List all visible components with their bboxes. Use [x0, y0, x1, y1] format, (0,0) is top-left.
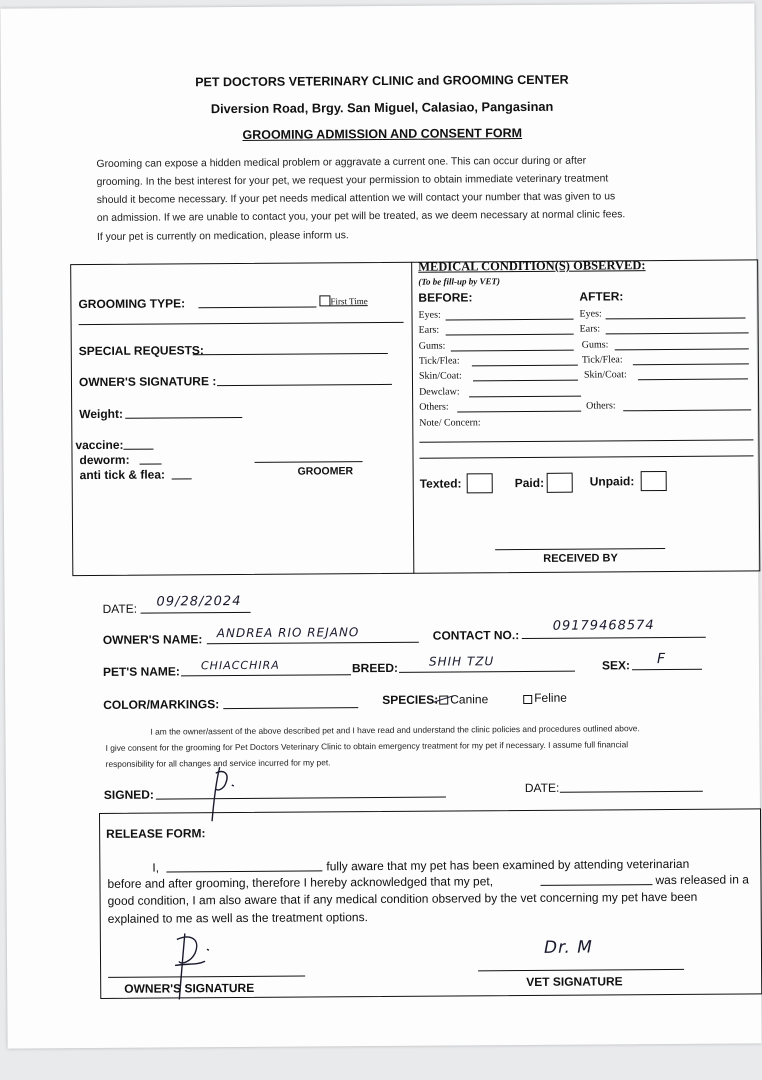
date-value[interactable]: 09/28/2024	[156, 593, 242, 610]
release-title: RELEASE FORM:	[106, 826, 206, 841]
deworm-line[interactable]	[140, 464, 162, 465]
first-time-checkbox[interactable]	[319, 295, 330, 306]
clinic-address: Diversion Road, Brgy. San Miguel, Calasiao, Pangasinan	[210, 98, 554, 117]
breed-label: BREED:	[351, 660, 399, 676]
date-label: DATE:	[102, 601, 138, 616]
medical-subtitle: (To be fill-up by VET)	[418, 276, 501, 287]
clinic-name: PET DOCTORS VETERINARY CLINIC and GROOMING CENTER	[195, 72, 569, 90]
anti-tick-line[interactable]	[172, 478, 192, 479]
consent-line-2: I give consent for the grooming for Pet Doctors Veterinary Clinic to obtain emergency treatment for my pet if necessary. I assume full financial	[105, 739, 629, 753]
form-title-text: GROOMING ADMISSION AND CONSENT FORM	[242, 126, 523, 142]
after-ears-label: Ears:	[579, 323, 601, 335]
intro-line-3: should it become necessary. If your pet needs medical attention we will contact your number that was given to us	[96, 191, 616, 206]
grooming-type-label: GROOMING TYPE:	[78, 296, 186, 312]
pet-name-line[interactable]	[181, 674, 351, 676]
color-label: COLOR/MARKINGS:	[103, 697, 220, 712]
owner-name-value[interactable]: ANDREA RIO REJANO	[216, 625, 360, 641]
after-tick-label: Tick/Flea:	[581, 354, 623, 366]
signed-label: SIGNED:	[103, 787, 154, 802]
contact-line[interactable]	[522, 637, 706, 639]
release-line-4: explained to me as well as the treatment options.	[107, 910, 368, 926]
release-line-2b: was released in a	[655, 872, 749, 888]
unpaid-checkbox[interactable]	[641, 471, 667, 491]
species-label: SPECIES:	[382, 692, 439, 707]
after-label: AFTER:	[579, 289, 624, 304]
before-ears-label: Ears:	[418, 324, 440, 336]
form-page	[0, 3, 761, 1048]
feline-checkbox[interactable]	[523, 695, 532, 704]
owner-sig-label: OWNER'S SIGNATURE	[124, 980, 255, 996]
intro-line-1: Grooming can expose a hidden medical problem or aggravate a current one. This can occur during or after	[96, 155, 587, 170]
breed-value[interactable]: SHIH TZU	[428, 654, 495, 669]
special-requests-label: SPECIAL REQUESTS:	[78, 343, 204, 359]
groomer-label: GROOMER	[297, 465, 354, 478]
paid-text: Paid	[514, 475, 541, 491]
consent-line-1: I am the owner/assent of the above described pet and I have read and understand the clinic policies and procedures outlined above.	[150, 723, 640, 737]
before-tick-label: Tick/Flea:	[418, 355, 460, 367]
sex-value[interactable]: F	[656, 651, 667, 668]
release-line-1b: fully aware that my pet has been examined by attending veterinarian	[326, 856, 690, 874]
consent-date-line[interactable]	[560, 791, 703, 793]
before-label: BEFORE:	[418, 290, 473, 305]
weight-label: Weight:	[79, 406, 124, 422]
breed-line[interactable]	[399, 671, 575, 673]
intro-line-4: on admission. If we are unable to contact you, your pet will be treated, as we deem necessary at normal clinic fees.	[96, 209, 626, 224]
deworm-label: deworm:	[79, 452, 130, 468]
paid-checkbox[interactable]	[547, 473, 573, 493]
anti-tick-label: anti tick & flea:	[79, 467, 166, 483]
date-line[interactable]	[141, 612, 251, 614]
vet-sig-label: VET SIGNATURE	[526, 974, 623, 989]
texted-text: Texted	[419, 476, 458, 491]
vet-signature-value: Dr. M	[543, 937, 594, 958]
after-gums-label: Gums:	[581, 339, 609, 351]
before-others-label: Others:	[419, 401, 449, 413]
consent-date-label: DATE:	[524, 780, 560, 796]
before-eyes-label: Eyes:	[418, 309, 441, 321]
after-eyes-label: Eyes:	[579, 308, 602, 320]
contact-label: CONTACT NO.:	[432, 628, 520, 643]
medical-title: MEDICAL CONDITION(S) OBSERVED:	[418, 258, 646, 274]
pet-name-value[interactable]: CHIACCHIRA	[200, 658, 280, 673]
release-line-2a: before and after grooming, therefore I hereby acknowledged that my pet,	[107, 874, 494, 891]
intro-line-5: If your pet is currently on medication, please inform us.	[96, 230, 349, 243]
pet-name-label: PET'S NAME:	[102, 664, 180, 679]
sex-label: SEX:	[601, 658, 631, 673]
form-title	[1, 124, 762, 143]
feline-label: Feline	[534, 690, 567, 705]
before-gums-label: Gums:	[418, 340, 446, 352]
texted-label: Texted:	[419, 476, 462, 491]
owners-signature-label: OWNER'S SIGNATURE :	[78, 374, 217, 390]
intro-line-2: grooming. In the best interest for your pet, we request your permission to obtain immediate veterinary treatment	[96, 173, 609, 188]
received-by-label: RECEIVED BY	[543, 552, 618, 565]
unpaid-text: Unpaid	[589, 474, 631, 489]
release-line-3: good condition, I am also aware that if any medical condition observed by the vet concerning my pet have been	[107, 889, 698, 908]
consent-line-3: responsibility for all changes and service incurred for my pet.	[105, 757, 331, 769]
dewclaw-label: Dewclaw:	[419, 386, 460, 398]
owner-name-label: OWNER'S NAME:	[102, 632, 203, 647]
after-others-label: Others:	[586, 400, 616, 412]
first-time-label: First Time	[330, 296, 368, 307]
sex-line[interactable]	[632, 669, 702, 670]
vaccine-line[interactable]	[123, 449, 153, 450]
texted-checkbox[interactable]	[467, 473, 493, 493]
paid-label: Paid:	[514, 475, 545, 491]
after-skin-label: Skin/Coat:	[583, 369, 627, 381]
contact-value[interactable]: 09179468574	[552, 618, 655, 634]
before-skin-label: Skin/Coat:	[418, 370, 462, 382]
note-label: Note/ Concern:	[419, 417, 481, 429]
color-line[interactable]	[223, 707, 358, 709]
vaccine-label: vaccine:	[75, 437, 124, 453]
release-line-1a: I,	[152, 860, 160, 875]
unpaid-label: Unpaid:	[589, 474, 635, 489]
owner-name-line[interactable]	[207, 642, 419, 644]
canine-label: Canine	[450, 692, 489, 707]
signed-line[interactable]	[156, 797, 446, 800]
